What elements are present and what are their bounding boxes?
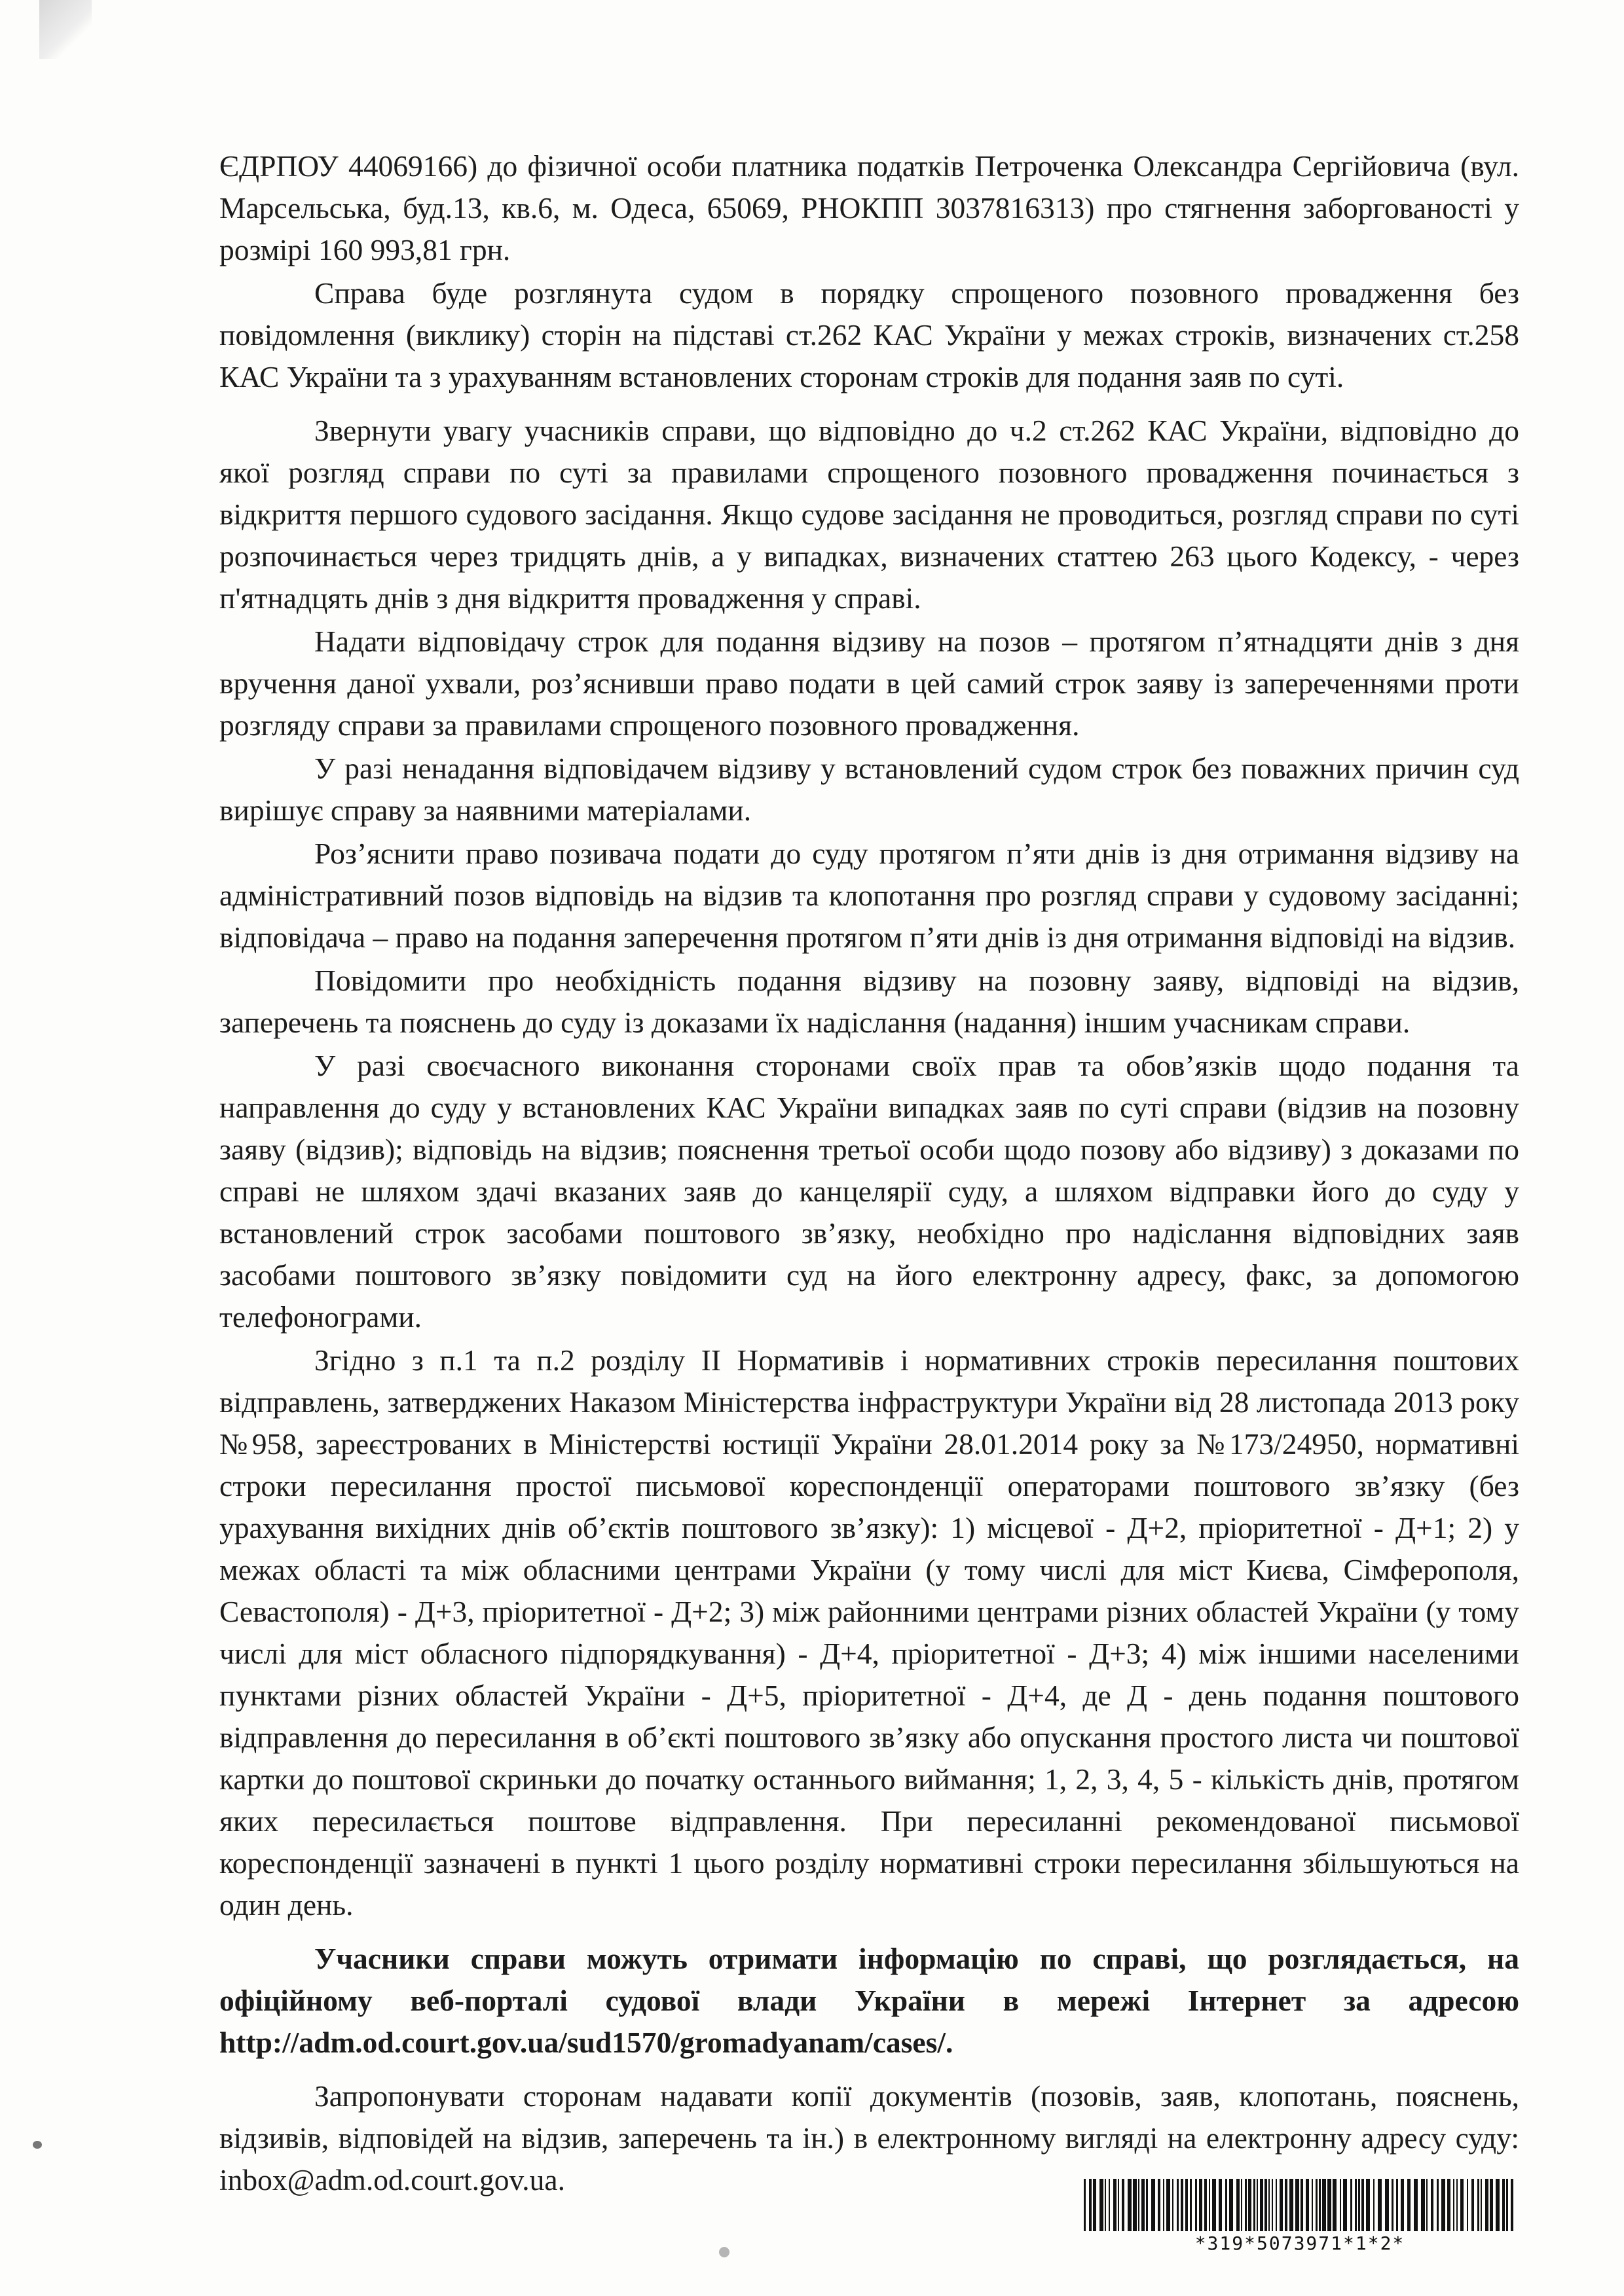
barcode-bar [1407,2179,1411,2231]
barcode-bar [1264,2179,1267,2231]
barcode-bars [1084,2179,1516,2231]
barcode-bar [1212,2179,1216,2231]
barcode-bar [1333,2179,1337,2231]
barcode-bar [1327,2179,1331,2231]
barcode-bar [1236,2179,1240,2231]
barcode-bar [1141,2179,1145,2231]
paragraph-simplified-procedure: Справа буде розглянута судом в порядку спрощеного позовного провадження без повідомлення (виклику) сторін на підставі ст.262 КАС України у межах строків, визначених ст.258 КАС України та з урахуванням встановлених сторонам строків для подання заяв по суті. [219,276,1519,393]
barcode-bar [1172,2179,1173,2231]
barcode-bar [1481,2179,1482,2231]
barcode-bar [1361,2179,1364,2231]
barcode-bar [1084,2179,1086,2231]
barcode-bar [1401,2179,1404,2231]
barcode-bar [1128,2179,1132,2231]
barcode-bar [1340,2179,1341,2231]
barcode-bar [1447,2179,1450,2231]
paragraph-explain-rights: Роз’яснити право позивача подати до суду протягом п’яти днів із дня отримання відзиву на адміністративний позов відповідь на відзив та клопотання про розгляд справи у судовому засіданні; відповідача – право на подання заперечення протягом п’яти днів із дня отримання відповіді на відзив. [219,837,1519,954]
barcode-bar [1437,2179,1439,2231]
barcode-bar [1177,2179,1179,2231]
barcode-bar [1190,2179,1192,2231]
barcode-bar [1195,2179,1197,2231]
paragraph-no-response: У разі ненадання відповідачем відзиву у встановлений судом строк без поважних причин суд вирішує справу за наявними матеріалами. [219,752,1519,827]
barcode-bar [1502,2179,1505,2231]
barcode-bar [1511,2179,1513,2231]
barcode-bar [1253,2179,1255,2231]
barcode-bar [1392,2179,1393,2231]
barcode-bar [1245,2179,1247,2231]
paragraph-electronic-copies: Запропонувати сторонам надавати копії документів (позовів, заяв, клопотань, пояснень, відзивів, відповідей на відзив, заперечень та ін.) в електронному вигляді на електронну адресу суду: inbox@adm.od.court.gov.ua. [219,2079,1519,2196]
barcode-bar [1366,2179,1370,2231]
barcode-bar [1219,2179,1222,2231]
paragraph-postal-submission: У разі своєчасного виконання сторонами своїх прав та обов’язків щодо подання та направлення до суду у встановлених КАС України випадках заяв по суті справи (відзив на позовну заяву (відзив); відповідь на відзив; пояснення третьої особи щодо позову або відзиву) з доказами по справі не шляхом здачі вказаних заяв до канцелярії суду, а шляхом відправки його до суду у встановлений строк засобами поштового зв’язку, необхідно про надіслання відповідних заяв засобами поштового зв’язку повідомити суд на його електронну адресу, факс, за допомогою телефонограми. [219,1049,1519,1334]
barcode-bar [1146,2179,1148,2231]
paragraph-attention-participants: Звернути увагу учасників справи, що відповідно до ч.2 ст.262 КАС України, відповідно до якої розгляд справи по суті за правилами спрощеного позовного провадження починається з відкриття першого судового засідання. Якщо судове засідання не проводиться, розгляд справи по суті розпочинається через тридцять днів, а у випадках, визначених статтею 263 цього Кодексу, - через п'ятнадцять днів з дня відкриття провадження у справі. [219,414,1519,615]
barcode-bar [1496,2179,1500,2231]
barcode-bar [1426,2179,1428,2231]
barcode-bar [1306,2179,1309,2231]
barcode-bar [1166,2179,1170,2231]
barcode-bar [1158,2179,1160,2231]
paragraph-parties: ЄДРПОУ 44069166) до фізичної особи платника податків Петроченка Олександра Сергійовича (вул. Марсельська, буд.13, кв.6, м. Одеса, 65069, РНОКПП 3037816313) про стягнення заборгованості у розмірі 160 993,81 грн. [219,149,1519,266]
barcode-bar [1209,2179,1210,2231]
barcode-bar [1285,2179,1287,2231]
paragraph-postal-norms: Згідно з п.1 та п.2 розділу ІІ Нормативів і нормативних строків пересилання поштових відправлень, затверджених Наказом Міністерства інфраструктури України від 28 листопада 2013 року №958, зареєстрованих в Міністерстві юстиції України 28.01.2014 року за №173/24950, нормативні строки пересилання простої письмової кореспонденції операторами поштового зв’язку (без урахування вихідних днів об’єктів поштового зв’язку): 1) місцевої - Д+2, пріоритетної - Д+1; 2) у межах області та між обласними центрами України (у тому числі для міст Києва, Сімферополя, Севастополя) - Д+3, пріоритетної - Д+2; 3) між районними центрами різних областей України (у тому числі для міст обласного підпорядкування) - Д+4, пріоритетної - Д+3; 4) між іншими населеними пунктами різних областей України - Д+5, пріоритетної - Д+4, де Д - день подання поштового відправлення до пересилання в об’єкті поштового зв’язку або опускання простого листа чи поштової картки до поштової скриньки до початку останнього виймання; 1, 2, 3, 4, 5 - кількість днів, протягом яких пересилається поштове відправлення. При пересиланні рекомендованої письмової кореспонденції зазначені в пункті 1 цього розділу нормативні строки пересилання збільшуються на один день. [219,1343,1519,1922]
barcode-bar [1396,2179,1398,2231]
barcode-bar [1453,2179,1454,2231]
barcode-bar [1322,2179,1326,2231]
barcode-bar [1414,2179,1418,2231]
barcode-bar [1316,2179,1318,2231]
barcode-bar [1490,2179,1493,2231]
barcode-bar [1113,2179,1116,2231]
barcode-bar [1248,2179,1251,2231]
barcode-bar [1378,2179,1382,2231]
barcode-bar [1122,2179,1124,2231]
barcode-bar [1163,2179,1164,2231]
barcode-bar [1355,2179,1357,2231]
barcode-bar [1385,2179,1389,2231]
barcode-bar [1477,2179,1479,2231]
paragraph-court-portal: Учасники справи можуть отримати інформацію по справі, що розглядається, на офіційному веб-порталі судової влади України в мережі Інтернет за адресою http://adm.od.court.gov.ua/sud1570/gromadyanam/cases/. [219,1942,1519,2059]
barcode-bar [1350,2179,1352,2231]
barcode [1084,2179,1516,2257]
barcode-bar [1138,2179,1139,2231]
barcode-bar [1431,2179,1433,2231]
document-body [219,145,1519,2201]
barcode-bar [1099,2179,1103,2231]
barcode-bar [1089,2179,1092,2231]
barcode-bar [1093,2179,1096,2231]
barcode-bar [1460,2179,1464,2231]
barcode-bar [1312,2179,1313,2231]
barcode-bar [1301,2179,1303,2231]
barcode-bar [1229,2179,1233,2231]
barcode-bar [1268,2179,1270,2231]
barcode-bar [1133,2179,1137,2231]
barcode-bar [1276,2179,1277,2231]
barcode-bar [1506,2179,1508,2231]
barcode-bar [1295,2179,1299,2231]
paragraph-notify-evidence: Повідомити про необхідність подання відзиву на позовну заяву, відповіді на відзив, заперечень та пояснень до суду із доказами їх надіслання (надання) іншим учасникам справи. [219,964,1519,1039]
barcode-bar [1467,2179,1468,2231]
barcode-bar [1257,2179,1258,2231]
barcode-bar [1358,2179,1360,2231]
barcode-bar [1199,2179,1202,2231]
barcode-bar [1109,2179,1110,2231]
barcode-bar [1421,2179,1425,2231]
barcode-bar [1471,2179,1474,2231]
barcode-bar [1118,2179,1119,2231]
barcode-bar [1185,2179,1188,2231]
barcode-bar [1319,2179,1321,2231]
barcode-bar [1456,2179,1458,2231]
barcode-bar [1151,2179,1155,2231]
scan-speck [33,2141,42,2149]
barcode-bar [1204,2179,1207,2231]
barcode-bar [1105,2179,1106,2231]
barcode-bar [1373,2179,1375,2231]
barcode-bar [1241,2179,1242,2231]
barcode-bar [1181,2179,1183,2231]
barcode-bar [1485,2179,1488,2231]
barcode-bar [1441,2179,1445,2231]
barcode-bar [1272,2179,1273,2231]
barcode-bar [1343,2179,1347,2231]
barcode-number: *319*5073971*1*2* [1194,2232,1405,2254]
paragraph-response-deadline: Надати відповідачу строк для подання відзиву на позов – протягом п’ятнадцяти днів з дня вручення даної ухвали, роз’яснивши право подати в цей самий строк заяву із запереченнями проти розгляду справи за правилами спрощеного позовного провадження. [219,625,1519,742]
barcode-bar [1260,2179,1263,2231]
barcode-bar [1289,2179,1293,2231]
barcode-bar [1225,2179,1227,2231]
barcode-bar [1280,2179,1283,2231]
scan-corner-mark [39,0,92,59]
scan-speck-bottom [719,2247,729,2257]
